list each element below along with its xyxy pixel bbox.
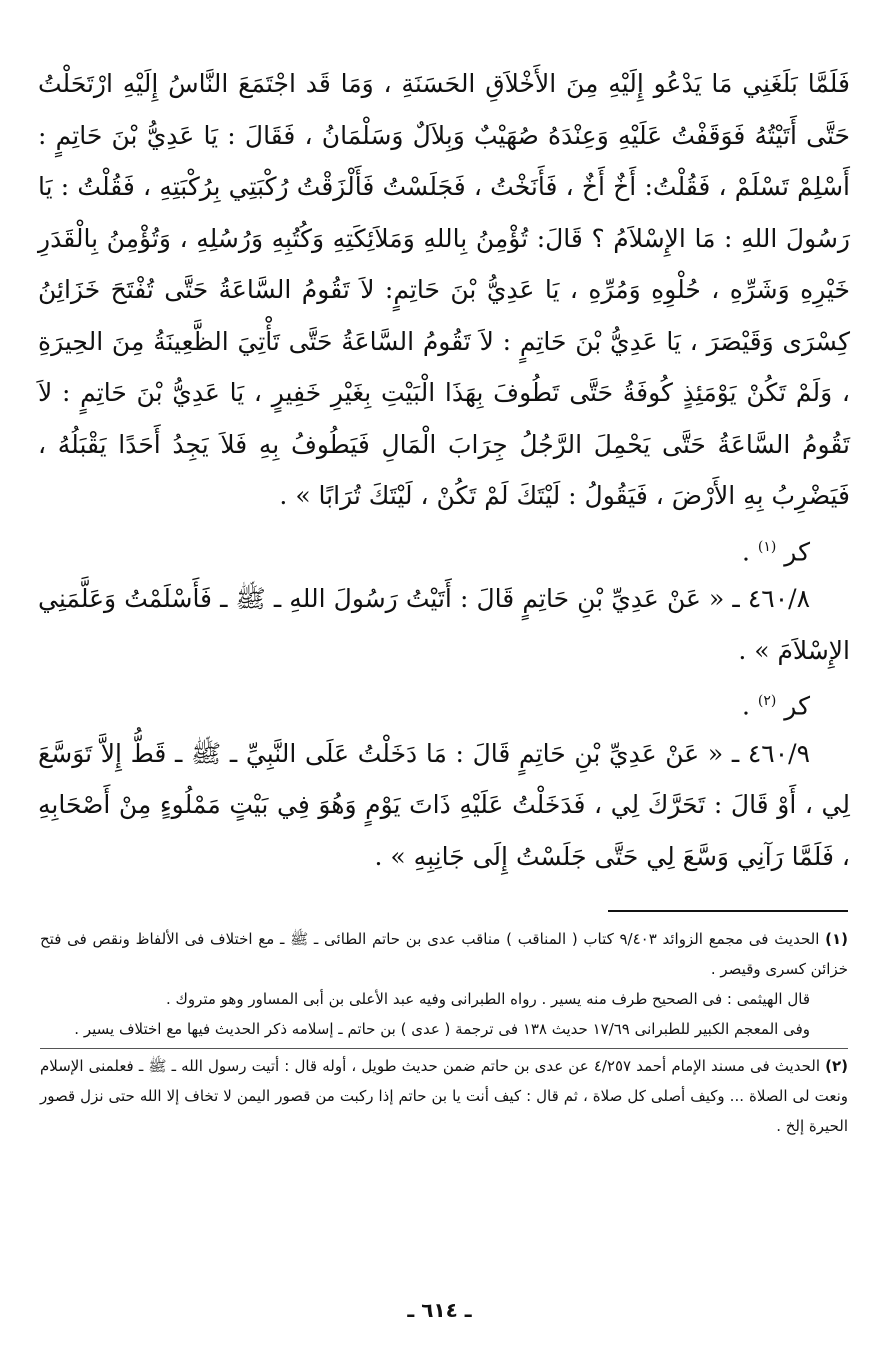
reference-line-1 [38, 522, 850, 574]
reference-label: كر [784, 691, 810, 721]
footnote-1-text: الحديث فى مجمع الزوائد ٩/٤٠٣ كتاب ( المناقب ) مناقب عدى بن حاتم الطائى ـ ﷺ ـ مع اختلاف فى الألفاظ ونقص فى فتح خزائن كسرى وقيصر . [40, 930, 848, 978]
footnote-1-marker: (١) [825, 930, 848, 948]
hadith-7-continuation: فَلَمَّا بَلَغَنِي مَا يَدْعُو إِلَيْهِ مِنَ الأَخْلاَقِ الحَسَنَةِ ، وَمَا قَد اجْتَمَعَ النَّاسُ إِلَيْهِ ارْتَحَلْتُ حَتَّى أَتَيْتُهُ فَوَقَفْتُ عَلَيْهِ وَعِنْدَهُ صُهَيْبٌ وَبِلاَلٌ وَسَلْمَانُ ، فَقَالَ : يَا عَدِيُّ بْنَ حَاتِمٍ : أَسْلِمْ تَسْلَمْ ، فَقُلْتُ: أَخٌ أَخٌ ، فَأَنَخْتُ ، فَجَلَسْتُ فَأَلْزَقْتُ رُكْبَتِي بِرُكْبَتِهِ ، فَقُلْتُ : يَا رَسُولَ اللهِ : مَا الإِسْلاَمُ ؟ قَالَ: تُؤْمِنُ بِاللهِ وَمَلاَئِكَتِهِ وَكُتُبِهِ وَرُسُلِهِ ، وَتُؤْمِنُ بِالْقَدَرِ خَيْرِهِ وَشَرِّهِ ، حُلْوِهِ وَمُرِّهِ ، يَا عَدِيُّ بْنَ حَاتِمٍ: لاَ تَقُومُ السَّاعَةُ حَتَّى تُفْتَحَ خَزَائِنُ كِسْرَى وَقَيْصَرَ ، يَا عَدِيُّ بْنَ حَاتِمٍ : لاَ تَقُومُ السَّاعَةُ حَتَّى تَأْتِيَ الظَّعِينَةُ مِنَ الحِيرَةِ ، وَلَمْ تَكُنْ يَوْمَئِذٍ كُوفَةُ حَتَّى تَطُوفَ بِهَذَا الْبَيْتِ بِغَيْرِ خَفِيرٍ ، يَا عَدِيُّ بْنَ حَاتِمٍ : لاَ تَقُومُ السَّاعَةُ حَتَّى يَحْمِلَ الرَّجُلُ جِرَابَ الْمَالِ فَيَطُوفُ بِهِ فَلاَ يَجِدُ أَحَدًا يَقْبَلُهُ ، فَيَضْرِبُ بِهِ الأَرْضَ ، فَيَقُولُ : لَيْتَكَ لَمْ تَكُنْ ، لَيْتَكَ تُرَابًا » . [38, 69, 850, 510]
footnotes-block [40, 924, 848, 1141]
footnote-1-haythami-note: قال الهيثمى : فى الصحيح طرف منه يسير . رواه الطبرانى وفيه عبد الأعلى بن أبى المساور وهو متروك . [165, 990, 810, 1008]
footnote-2-text: الحديث فى مسند الإمام أحمد ٤/٢٥٧ عن عدى بن حاتم ضمن حديث طويل ، أوله قال : أتيت رسول الله ـ ﷺ ـ فعلمنى الإسلام ونعت لى الصلاة ... وكيف أصلى كل صلاة ، ثم قال : كيف أنت يا بن حاتم إذا ركبت من قصور اليمن لا تخاف إلا الله حتى نزل قصور الحيرة إلخ . [40, 1057, 848, 1135]
page-number: ـ ٦١٤ ـ [407, 1298, 472, 1322]
footnote-separator [40, 1048, 848, 1049]
footnote-2 [40, 1051, 848, 1141]
footnote-1 [40, 924, 848, 984]
reference-end: . [741, 536, 750, 566]
hadith-9: ٤٦٠/٩ ـ « عَنْ عَدِيِّ بْنِ حَاتِمٍ قَالَ : مَا دَخَلْتُ عَلَى النَّبِيِّ ـ ﷺ ـ قَطُّ إِلاَّ تَوَسَّعَ لِي ، أَوْ قَالَ : تَحَرَّكَ لِي ، فَدَخَلْتُ عَلَيْهِ ذَاتَ يَوْمٍ وَهُوَ فِي بَيْتٍ مَمْلُوءٍ مِنْ أَصْحَابِهِ ، فَلَمَّا رَآنِي وَسَّعَ لِي حَتَّى جَلَسْتُ إِلَى جَانِبِهِ » . [38, 738, 850, 871]
hadith-8: ٤٦٠/٨ ـ « عَنْ عَدِيِّ بْنِ حَاتِمٍ قَالَ : أَتَيْتُ رَسُولَ اللهِ ـ ﷺ ـ فَأَسْلَمْتُ وَعَلَّمَنِي الإِسْلاَمَ » . [38, 584, 850, 665]
footnote-2-marker: (٢) [825, 1057, 848, 1075]
reference-end: . [741, 691, 750, 721]
body-text [38, 58, 850, 882]
reference-line-2 [38, 676, 850, 728]
reference-label: كر [784, 536, 810, 566]
footnote-marker-2: (٢) [757, 693, 777, 709]
footnote-1-tabarani-note: وفى المعجم الكبير للطبرانى ١٧/٦٩ حديث ١٣٨ فى ترجمة ( عدى ) بن حاتم ـ إسلامه ذكر الحديث فيها مع اختلاف يسير . [74, 1020, 810, 1038]
main-text-block [38, 58, 850, 882]
footnote-divider [608, 910, 848, 912]
footnote-marker-1: (١) [757, 538, 777, 555]
